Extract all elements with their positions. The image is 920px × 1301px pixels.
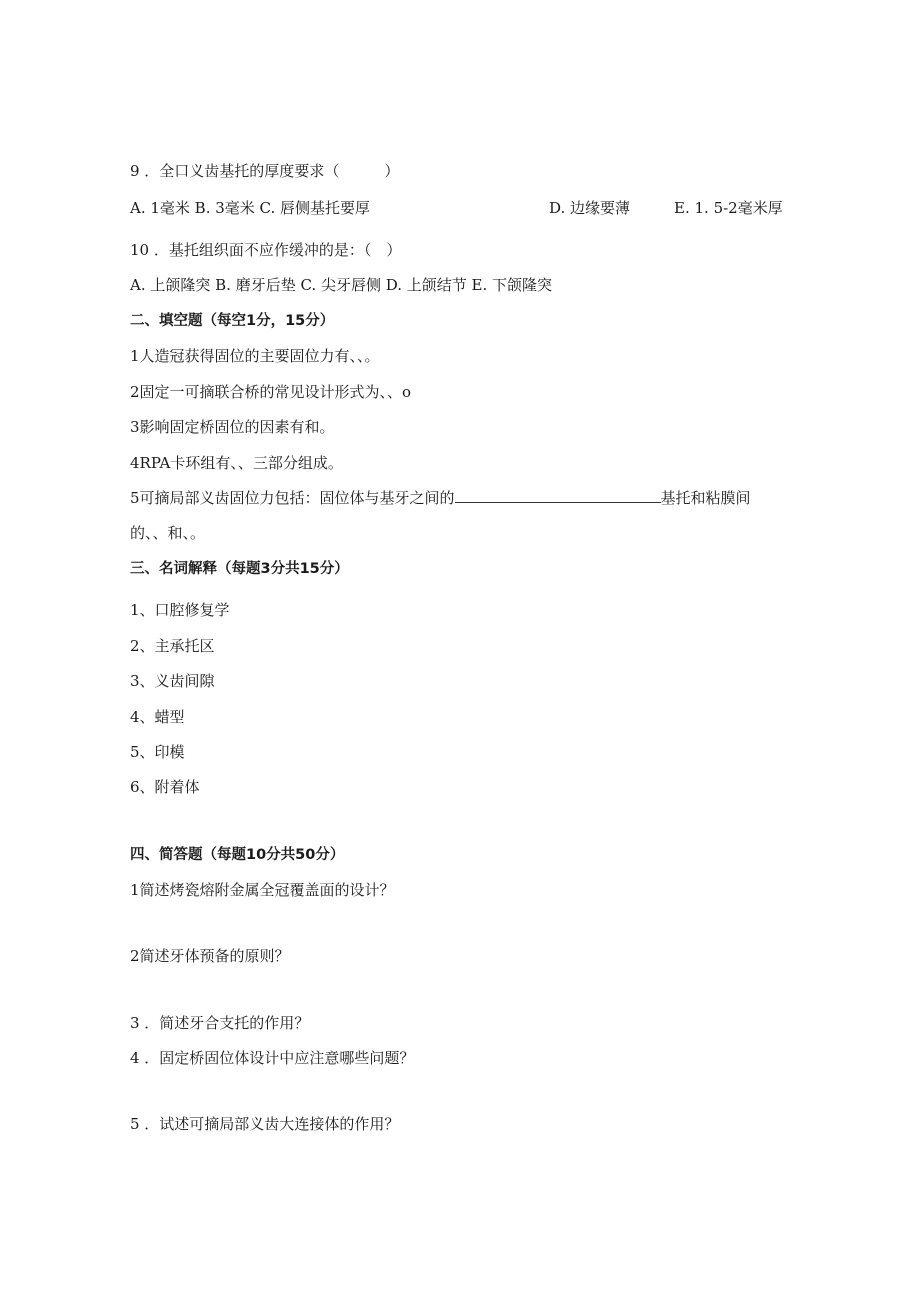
terms-section-heading: 三、名词解释（每题3分共15分） <box>130 561 349 577</box>
fill-section-heading: 二、填空题（每空1分，15分） <box>130 313 335 329</box>
short-answer-item-2: 2简述牙体预备的原则？ <box>130 947 290 965</box>
short-answer-item-4: 4 ．固定桥固位体设计中应注意哪些问题？ <box>130 1049 415 1067</box>
fill-item-4: 4RPA卡环组有、、三部分组成。 <box>130 454 343 472</box>
question-9-option-e: E. 1. 5-2毫米厚 <box>674 199 783 217</box>
fill-blank-line <box>455 488 661 503</box>
term-item-1: 1、口腔修复学 <box>130 601 230 619</box>
fill-item-5 <box>130 488 751 508</box>
fill-item-5-continued: 的、、和、。 <box>130 524 206 542</box>
short-answer-item-5: 5 ．试述可摘局部义齿大连接体的作用？ <box>130 1115 400 1133</box>
question-9-options-abc: A. 1毫米 B. 3毫米 C. 唇侧基托要厚 <box>130 199 371 217</box>
fill-item-5-suffix: 基托和粘膜间 <box>660 489 751 507</box>
short-answer-item-3: 3 ．简述牙合支托的作用？ <box>130 1014 310 1032</box>
short-answer-item-1: 1简述烤瓷熔附金属全冠覆盖面的设计？ <box>130 881 395 899</box>
question-10-options: A. 上颌隆突 B. 磨牙后垫 C. 尖牙唇侧 D. 上颌结节 E. 下颌隆突 <box>130 276 552 294</box>
fill-item-2: 2固定一可摘联合桥的常见设计形式为、、o <box>130 383 412 401</box>
term-item-2: 2、主承托区 <box>130 637 215 655</box>
question-10-stem: 10 ．基托组织面不应作缓冲的是：（ ） <box>130 241 402 259</box>
fill-item-3: 3影响固定桥固位的因素有和。 <box>130 418 335 436</box>
question-9-option-d: D. 边缘要薄 <box>549 199 631 217</box>
question-9-stem: 9 ．全口义齿基托的厚度要求（ ） <box>130 162 400 180</box>
short-answer-section-heading: 四、简答题（每题10分共50分） <box>130 847 345 863</box>
term-item-3: 3、义齿间隙 <box>130 672 215 690</box>
term-item-6: 6、附着体 <box>130 778 200 796</box>
fill-item-1: 1人造冠获得固位的主要固位力有、、。 <box>130 347 380 365</box>
term-item-4: 4、蜡型 <box>130 708 185 726</box>
term-item-5: 5、印模 <box>130 743 185 761</box>
fill-item-5-prefix: 5可摘局部义齿固位力包括：固位体与基牙之间的 <box>130 489 455 507</box>
